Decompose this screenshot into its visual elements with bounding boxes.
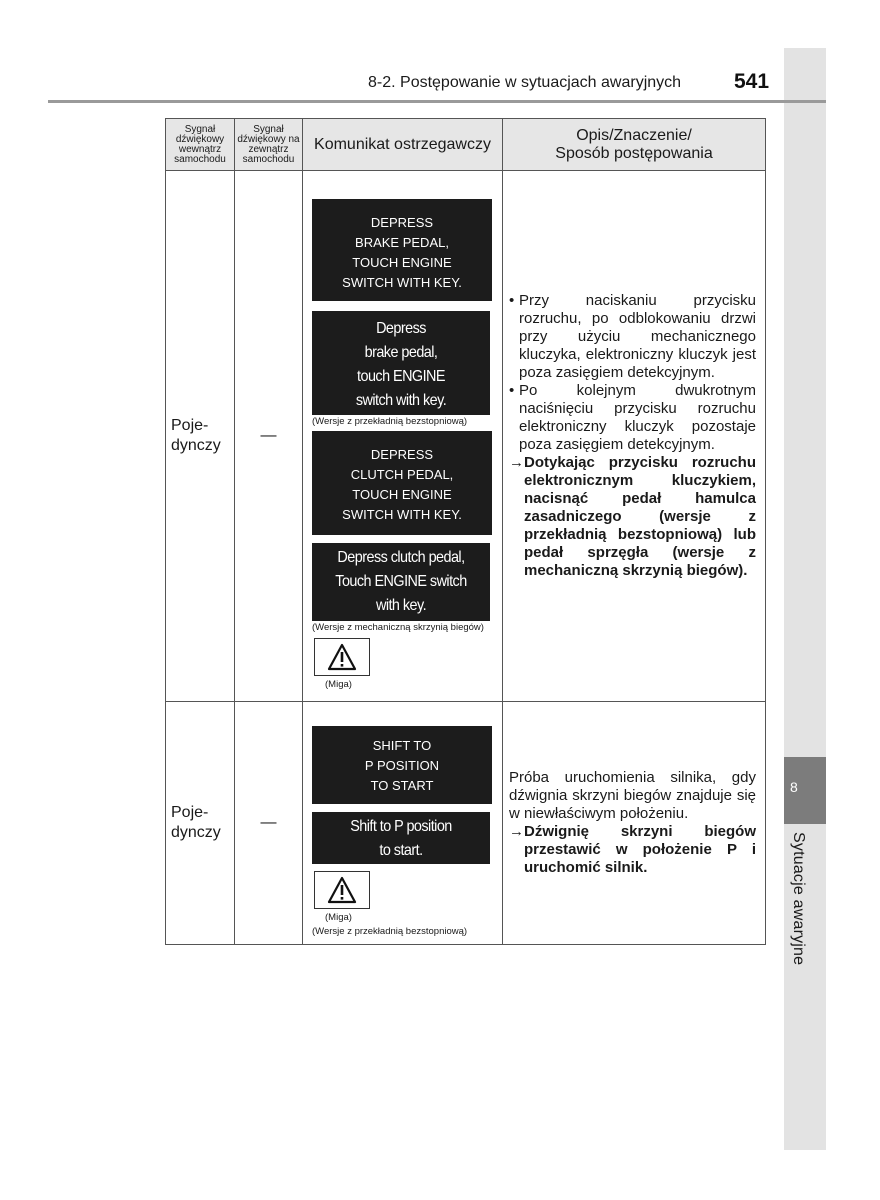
internal-buzzer-text: dynczy <box>171 824 221 841</box>
display-clutch-caps <box>312 431 492 535</box>
display-shift-caps <box>312 726 492 804</box>
display-line: touch ENGINE <box>357 367 445 385</box>
display-line: Depress clutch pedal, <box>337 548 465 566</box>
display-clutch-lcd <box>312 543 490 621</box>
version-caption: (Wersje z przekładnią bezstopniową) <box>312 415 468 427</box>
version-caption: (Wersje z mechaniczną skrzynią biegów) <box>312 621 484 633</box>
description-text: Przy naciskaniu przycisku rozruchu, po odblokowaniu drzwi przy użyciu mechanicznego kluczyka, elektroniczny kluczyk jest poza zasięgiem detekcyjnym. <box>519 292 756 381</box>
description-list <box>509 292 756 454</box>
display-line: DEPRESS <box>370 214 434 230</box>
display-line: P POSITION <box>364 757 440 773</box>
display-brake-caps <box>312 199 492 301</box>
display-line: DEPRESS <box>370 446 434 462</box>
display-line: BRAKE PEDAL, <box>355 234 449 250</box>
table-header-row <box>166 119 766 171</box>
display-line: CLUTCH PEDAL, <box>350 466 454 482</box>
header-description-line1: Opis/Znaczenie/ <box>576 126 692 144</box>
header-rule <box>48 100 826 103</box>
description-text: Próba uruchomienia silnika, gdy dźwignia skrzyni biegów znajduje się w niewłaściwym położeniu. <box>509 769 756 822</box>
chapter-title: Sytuacje awaryjne <box>790 832 807 966</box>
description-cell <box>503 171 766 702</box>
action-text: Dotykając przycisku rozruchu elektronicznym kluczykiem, nacisnąć pedał hamulca zasadniczego (wersje z przekładnią bezstopniową) lub pedał sprzęgła (wersje z mechaniczną skrzynią biegów). <box>524 454 756 579</box>
display-line: switch with key. <box>355 391 447 409</box>
warning-table <box>165 118 766 945</box>
display-line: to start. <box>379 841 423 859</box>
display-line: SHIFT TO <box>372 737 432 753</box>
display-line: with key. <box>375 596 427 614</box>
icon-caption: (Miga) <box>325 911 352 923</box>
display-line: SWITCH WITH KEY. <box>342 274 462 290</box>
display-line: brake pedal, <box>364 343 438 361</box>
internal-buzzer-text: Poje- <box>171 417 209 434</box>
list-item: • Po kolejnym dwukrotnym naciśnięciu przycisku rozruchu elektroniczny kluczyk pozostaje poza zasięgiem detekcyjnym. <box>509 382 756 453</box>
external-buzzer-cell: — <box>235 702 303 945</box>
version-caption: (Wersje z przekładnią bezstopniową) <box>312 925 468 937</box>
external-buzzer-cell: — <box>235 171 303 702</box>
arrow-icon: → <box>509 823 524 840</box>
side-strip <box>784 48 826 1150</box>
display-line: Shift to P position <box>350 817 452 835</box>
chapter-number-tab <box>784 757 826 824</box>
action-instruction <box>509 454 756 580</box>
description-text: Po kolejnym dwukrotnym naciśnięciu przycisku rozruchu elektroniczny kluczyk pozostaje poza zasięgiem detekcyjnym. <box>519 382 756 453</box>
warning-message-cell <box>303 702 503 945</box>
display-line: Touch ENGINE switch <box>335 572 467 590</box>
table-row <box>166 171 766 702</box>
header-description-line2: Sposób postępowania <box>555 144 713 162</box>
internal-buzzer-text: Poje- <box>171 804 209 821</box>
display-line: TO START <box>370 777 434 793</box>
header-internal-buzzer: Sygnał dźwiękowy wewnątrz samochodu <box>166 119 235 171</box>
display-brake-lcd <box>312 311 490 415</box>
description-cell <box>503 702 766 945</box>
section-title: 8-2. Postępowanie w sytuacjach awaryjnych <box>368 74 682 91</box>
display-line: TOUCH ENGINE <box>352 486 452 502</box>
arrow-icon: → <box>509 454 524 471</box>
display-line: Depress <box>376 319 426 337</box>
list-item: • Przy naciskaniu przycisku rozruchu, po odblokowaniu drzwi przy użyciu mechanicznego kluczyka, elektroniczny kluczyk jest poza zasięgiem detekcyjnym. <box>509 292 756 381</box>
chapter-number: 8 <box>790 779 798 795</box>
table-row <box>166 702 766 945</box>
warning-triangle-icon <box>314 871 370 909</box>
display-line: SWITCH WITH KEY. <box>342 506 462 522</box>
warning-message-cell <box>303 171 503 702</box>
action-text: Dźwignię skrzyni biegów przestawić w położenie P i uruchomić silnik. <box>524 823 756 876</box>
action-instruction <box>509 823 756 877</box>
header-description <box>503 119 766 171</box>
display-line: TOUCH ENGINE <box>352 254 452 270</box>
header-warning-message: Komunikat ostrzegawczy <box>303 119 503 171</box>
internal-buzzer-text: dynczy <box>171 437 221 454</box>
warning-triangle-icon <box>314 638 370 676</box>
icon-caption: (Miga) <box>325 678 352 690</box>
internal-buzzer-cell <box>166 702 235 945</box>
header-external-buzzer: Sygnał dźwiękowy na zewnątrz samochodu <box>235 119 303 171</box>
internal-buzzer-cell <box>166 171 235 702</box>
page-number: 541 <box>734 70 770 93</box>
display-shift-lcd <box>312 812 490 864</box>
